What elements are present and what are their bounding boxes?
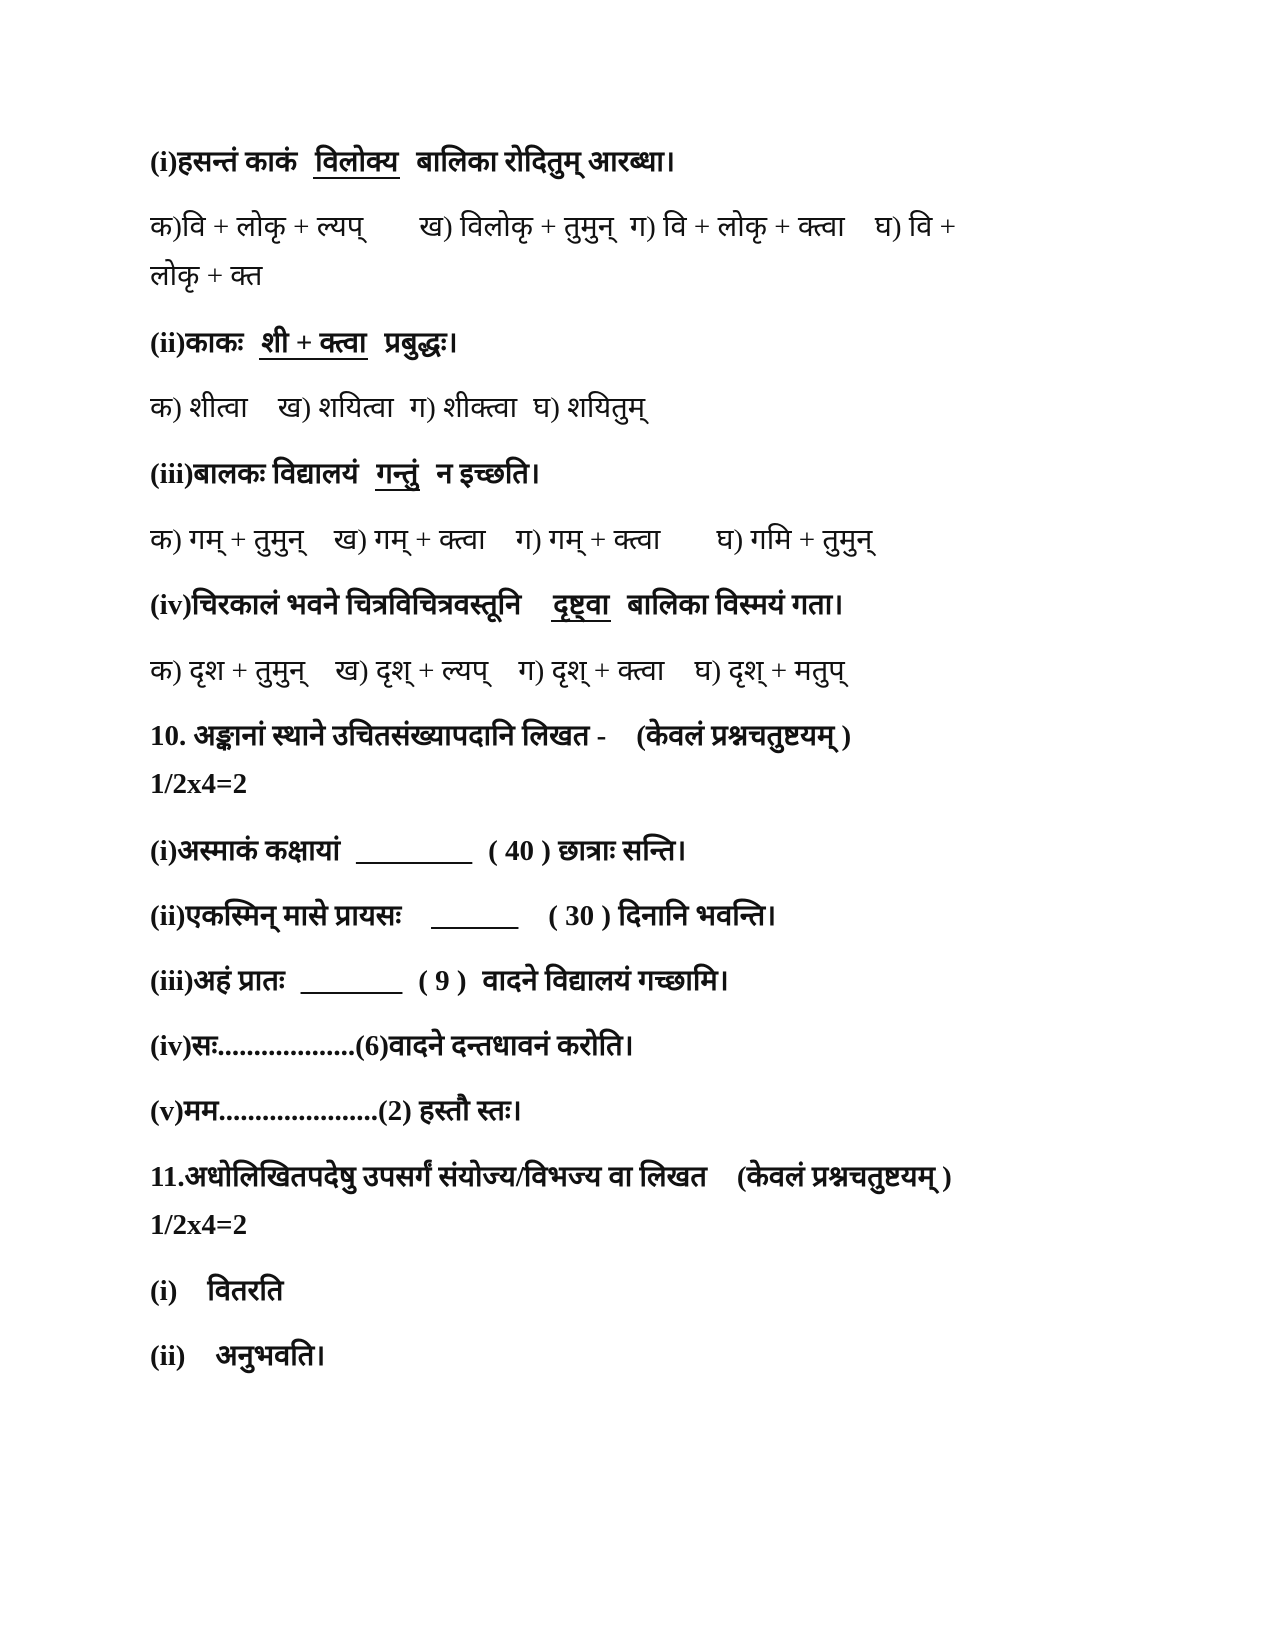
q9-item-i-question: [150, 144, 1150, 180]
number-hint: ( 30 ): [548, 900, 612, 932]
q9-item-i-options: [150, 209, 1150, 245]
question-text: एकस्मिन् मासे प्रायसः: [185, 900, 402, 932]
question-text: मम: [183, 1095, 219, 1127]
q11-item-ii: [150, 1338, 1150, 1374]
option-b: ख) विलोकृ + तुमुन्: [419, 211, 614, 243]
option-b: ख) गम् + क्त्वा: [333, 524, 486, 556]
item-number: (v): [150, 1095, 184, 1127]
question-text: सः: [191, 1030, 218, 1062]
section-note: (केवलं प्रश्नचतुष्टयम् ): [736, 1161, 952, 1193]
question-text: काकः: [185, 327, 244, 359]
item-number: (iv): [150, 589, 192, 621]
q11-marks: [150, 1207, 1150, 1243]
question-text: प्रबुद्धः।: [384, 327, 458, 359]
question-text: बालिका विस्मयं गता।: [627, 589, 844, 621]
item-number: (i): [150, 146, 178, 178]
q9-item-i-options-cont: [150, 258, 1150, 294]
option-d: घ) शयितुम्: [533, 392, 646, 424]
marks-label: 1/2x4=2: [150, 1209, 248, 1241]
option-d-cont: लोकृ + क्त: [150, 260, 263, 292]
word: अनुभवति।: [215, 1340, 326, 1372]
q9-item-iii-options: [150, 522, 1150, 558]
q10-item-v: [150, 1093, 1150, 1129]
number-hint: (2): [378, 1095, 412, 1127]
option-c: ग) गम् + क्त्वा: [515, 524, 661, 556]
answer-blank: ________: [356, 835, 473, 867]
q9-item-iv-question: [150, 587, 1150, 623]
option-d: घ) वि +: [874, 211, 956, 243]
answer-blank: ______: [431, 900, 519, 932]
q9-item-iii-question: [150, 456, 1150, 492]
question-text: चिरकालं भवने चित्रविचित्रवस्तूनि: [191, 589, 522, 621]
marks-label: 1/2x4=2: [150, 768, 248, 800]
item-number: (ii): [150, 1340, 186, 1372]
question-text: वादने दन्तधावनं करोति।: [388, 1030, 634, 1062]
word: वितरति: [207, 1275, 284, 1307]
option-a: क) शीत्वा: [150, 392, 248, 424]
item-number: (iii): [150, 458, 194, 490]
q11-heading: [150, 1159, 1150, 1195]
question-text: छात्राः सन्ति।: [558, 835, 687, 867]
q11-item-i: [150, 1273, 1150, 1309]
question-text: बालिका रोदितुम् आरब्धा।: [416, 146, 675, 178]
option-d: घ) गमि + तुमुन्: [716, 524, 873, 556]
number-hint: ( 9 ): [418, 965, 467, 997]
answer-blank: ...................: [217, 1030, 356, 1062]
option-b: ख) दृश् + ल्यप्: [335, 655, 489, 687]
q10-item-iv: [150, 1028, 1150, 1064]
question-text: बालकः विद्यालयं: [193, 458, 359, 490]
item-number: (i): [150, 835, 178, 867]
section-note: (केवलं प्रश्नचतुष्टयम् ): [636, 720, 852, 752]
number-hint: ( 40 ): [488, 835, 551, 867]
q9-item-ii-question: [150, 325, 1150, 361]
underlined-word: दृष्ट्वा: [553, 589, 610, 621]
question-text: हस्तौ स्तः।: [419, 1095, 522, 1127]
option-d: घ) दृश् + मतुप्: [694, 655, 845, 687]
q10-heading: [150, 718, 1150, 754]
option-b: ख) शयित्वा: [277, 392, 394, 424]
option-a: क) गम् + तुमुन्: [150, 524, 304, 556]
q10-marks: [150, 766, 1150, 802]
option-c: ग) वि + लोकृ + क्त्वा: [629, 211, 845, 243]
answer-blank: _______: [300, 965, 403, 997]
item-number: (iv): [150, 1030, 192, 1062]
answer-blank: ......................: [218, 1095, 379, 1127]
q9-item-ii-options: [150, 390, 1150, 426]
question-text: न इच्छति।: [436, 458, 540, 490]
section-heading: 11.अधोलिखितपदेषु उपसर्गं संयोज्य/विभज्य वा लिखत: [150, 1161, 707, 1193]
item-number: (iii): [150, 965, 194, 997]
item-number: (i): [150, 1275, 178, 1307]
underlined-word: गन्तुं: [376, 458, 419, 490]
option-c: ग) शीक्त्वा: [409, 392, 518, 424]
option-a: क) दृश + तुमुन्: [150, 655, 306, 687]
question-text: वादने विद्यालयं गच्छामि।: [482, 965, 729, 997]
q10-item-ii: [150, 898, 1150, 934]
item-number: (ii): [150, 327, 186, 359]
underlined-word: विलोक्य: [315, 146, 399, 178]
question-text: अहं प्रातः: [193, 965, 285, 997]
q10-item-iii: [150, 963, 1150, 999]
item-number: (ii): [150, 900, 186, 932]
option-a: क)वि + लोकृ + ल्यप्: [150, 211, 364, 243]
q10-item-i: [150, 833, 1150, 869]
question-text: अस्माकं कक्षायां: [177, 835, 341, 867]
question-text: हसन्तं काकं: [177, 146, 298, 178]
underlined-word: शी + क्त्वा: [261, 327, 367, 359]
section-heading: 10. अङ्कानां स्थाने उचितसंख्यापदानि लिखत -: [150, 720, 607, 752]
question-text: दिनानि भवन्ति।: [618, 900, 777, 932]
option-c: ग) दृश् + क्त्वा: [518, 655, 665, 687]
number-hint: (6): [355, 1030, 389, 1062]
q9-item-iv-options: [150, 653, 1150, 689]
